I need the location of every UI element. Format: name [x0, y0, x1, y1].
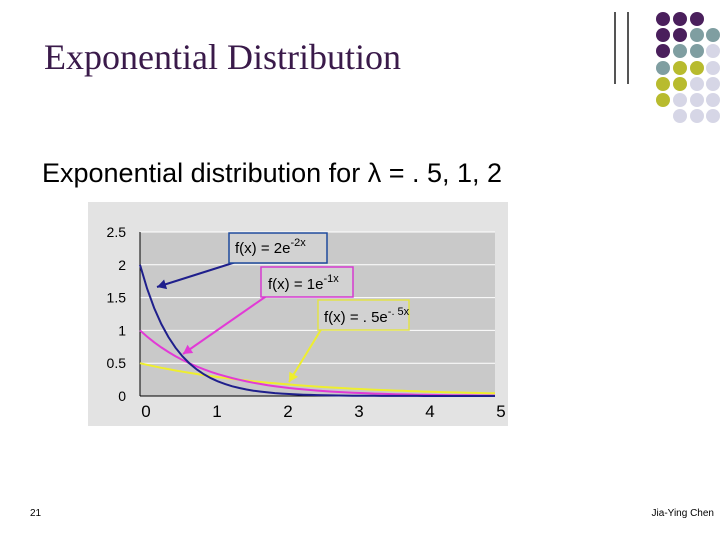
- series-label: f(x) = . $5e^{-. 5x}$: [324, 306, 410, 326]
- series-label: $f(x) = 1e^{-1x}$: [268, 273, 339, 293]
- y-tick-label: 0.5: [106, 355, 126, 372]
- slide-subtitle: Exponential distribution for λ = . 5, 1, 2: [42, 158, 503, 188]
- author-name: Jia-Ying Chen: [651, 508, 714, 519]
- x-tick-label: 0: [141, 402, 151, 421]
- x-tick-label: 1: [212, 402, 222, 421]
- y-tick-label: 0: [118, 388, 126, 404]
- y-tick-label: 1: [118, 322, 126, 339]
- page-number: 21: [30, 508, 42, 519]
- slide-title: Exponential Distribution: [44, 37, 401, 77]
- x-tick-label: 3: [354, 402, 364, 421]
- series-label: $f(x) = 2e^{-2x}$: [235, 237, 306, 257]
- y-tick-label: 2.5: [106, 224, 126, 240]
- x-tick-label: 2: [283, 402, 293, 421]
- x-tick-label: 5: [496, 402, 506, 421]
- y-tick-label: 1.5: [106, 289, 126, 306]
- x-tick-label: 4: [425, 402, 435, 421]
- y-tick-label: 2: [118, 256, 126, 273]
